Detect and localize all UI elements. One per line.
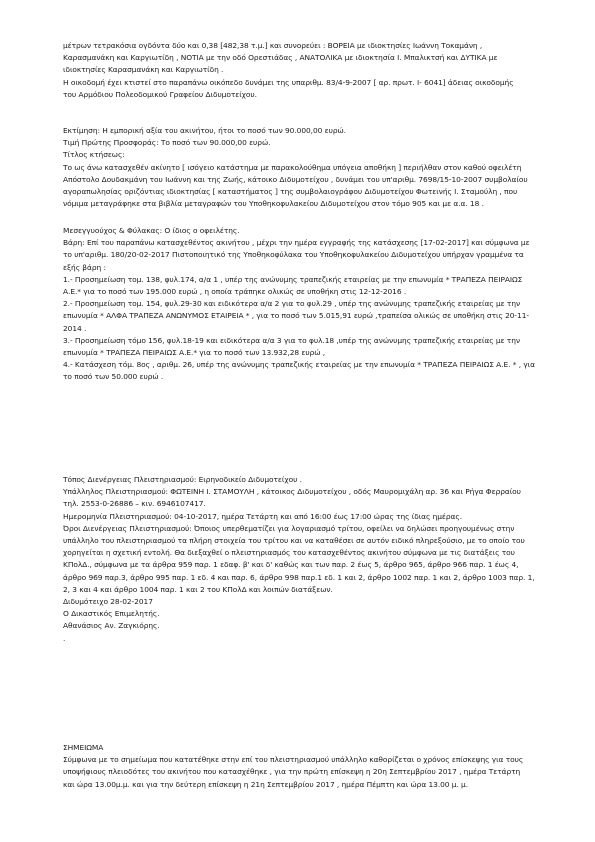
text-line: αγοραπωλησίας οριζόντιας ιδιοκτησίας [ καταστήματος ] της συμβολαιογράφου Διδυμοτείχου Φωτεινής Ι. Σταμούλη , που <box>63 187 518 197</box>
text-line: επωνυμία * ΑΛΦΑ ΤΡΑΠΕΖΑ ΑΝΩΝΥΜΟΣ ΕΤΑΙΡΕΙΑ * , για το ποσό των 5.015,91 ευρώ ,τραπείσα ολικώς σε υποθήκη στις 20-11- <box>63 311 529 321</box>
text-line: . <box>63 633 66 643</box>
text-line: Εκτίμηση: Η εμπορική αξία του ακινήτου, ήτοι το ποσό των 90.000,00 ευρώ. <box>63 126 346 135</box>
text-line: Υπάλληλος Πλειστηριασμού: ΦΩΤΕΙΝΗ Ι. ΣΤΑΜΟΥΛΗ , κάτοικος Διδυμοτείχου , οδός Μαυρομιχάλη αρ. 36 και Ρήγα Φερραίου <box>63 487 521 497</box>
text-line: 4.- Κατάσχεση τόμ. 8ος , αριθμ. 26, υπέρ της ανώνυμης τραπεζικής εταιρείας με την επωνυμία * ΤΡΑΠΕΖΑ ΠΕΙΡΑΙΩΣ Α.Ε. * , για <box>63 360 535 370</box>
text-line: Σύμφωνα με το σημείωμα που κατατέθηκε στην επί του πλειστηριασμού υπάλληλο καθορίζεται ο χρόνος επίσκεψης για τους <box>63 755 524 765</box>
text-line: Τιμή Πρώτης Προσφοράς: Το ποσό των 90.000,00 ευρώ. <box>63 138 271 148</box>
text-line: επωνυμία * ΤΡΑΠΕΖΑ ΠΕΙΡΑΙΩΣ Α.Ε.* για το ποσό των 13.932,28 ευρώ , <box>63 348 326 358</box>
text-line: τηλ. 2553-0-26886 – κιν. 6946107417. <box>63 499 206 509</box>
text-line: Μεσεγγυούχος & Φύλακας: Ο ίδιος ο οφειλέτης. <box>63 226 240 235</box>
text-line: Καρασμανάκη και Καργιωτίδη , ΝΟΤΙΑ με την οδό Ορεστιάδας , ΑΝΑΤΟΛΙΚΑ με ιδιοκτησία Ι. Μπαλικτσή και ΔΥΤΙΚΑ με <box>63 53 498 63</box>
auction-details <box>63 474 563 645</box>
text-line: εξής βάρη : <box>63 262 106 272</box>
text-line: Τόπος Διενέργειας Πλειστηριασμού: Ειρηνοδικείο Διδυμοτείχου . <box>63 475 302 484</box>
note-heading: ΣΗΜΕΙΩΜΑ <box>63 743 104 752</box>
text-line: 2, 3 και 4 και άρθρο 1004 παρ. 1 και 2 του ΚΠολΔ και λοιπών διατάξεων. <box>63 584 333 594</box>
text-line: Α.Ε.* για το ποσό των 195.000 ευρώ , η οποία τράπηκε ολικώς σε υποθήκη στις 12-12-2016 . <box>63 287 407 297</box>
text-line: υπάλληλο του πλειστηριασμού τα πλήρη στοιχεία του τρίτου και να καταθέσει σε αυτόν ειδικό πληρεξούσιο, με το οποίο του <box>63 536 525 546</box>
text-line: 1.- Προσημείωση τομ. 138, φυλ.174, α/α 1 , υπέρ της ανώνυμης τραπεζικής εταιρείας με την επωνυμία * ΤΡΑΠΕΖΑ ΠΕΙΡΑΙΩΣ <box>63 274 523 284</box>
text-line: Το ως άνω κατασχεθέν ακίνητο [ ισόγειο κατάστημα με παρακολούθημα υπόγεια αποθήκη ] περιήλθαν στον καθού οφειλέτη <box>63 162 522 172</box>
text-line: 3.- Προσημείωση τόμο 156, φυλ.18-19 και ειδικότερα α/α 3 για το φυλ.18 ,υπέρ της ανώνυμης τραπεζικής εταιρείας με την <box>63 335 520 345</box>
text-line: το υπ'αριθμ. 180/20-02-2017 Πιστοποιητικό της Υποθηκοφύλακα του Υποθηκοφυλακείου Διδυμοτείχου υπήρχαν γραμμένα τα <box>63 250 524 260</box>
text-line: Ημερομηνία Πλειστηριασμού: 04-10-2017, ημέρα Τετάρτη και από 16:00 έως 17:00 ώρας της ίδιας ημέρας. <box>63 511 463 521</box>
text-line: ΚΠολΔ., σύμφωνα με τα άρθρα 959 παρ. 1 εδαφ. β' και δ' καθώς και των παρ. 2 έως 5, άρθρο 965, άρθρο 966 παρ. 1 έως 4, <box>63 560 519 570</box>
text-line: Απόστολο Δουδακμάνη του Ιωάννη και της Ζωής, κάτοικο Διδυμοτείχου , δυνάμει του υπ'αριθμ. 7698/15-10-2007 συμβολαίου <box>63 174 528 184</box>
text-line: Τίτλος κτήσεως: <box>63 150 125 160</box>
text-line: Αθανάσιος Αν. Ζαγκιόρης. <box>63 621 160 631</box>
text-line: χορηγείται η σχετική εντολή. Θα διεξαχθεί ο πλειστηριασμός του κατασχεθέντος ακινήτου σύμφωνα με τις διατάξεις του <box>63 548 515 558</box>
text-line: νόμιμα μεταγράφηκε στα βιβλία μεταγραφών του Υποθηκοφυλακείου Διδυμοτείχου στον τόμο 905 και με α.α. 18 . <box>63 199 484 209</box>
text-line: Βάρη: Επί του παραπάνω κατασχεθέντος ακινήτου , μέχρι την ημέρα εγγραφής της κατάσχεσης [17-02-2017] και σύμφωνα με <box>63 238 530 248</box>
custodian-and-encumbrances <box>63 225 563 384</box>
property-description <box>63 40 563 101</box>
text-line: Όροι Διενέργειας Πλειστηριασμού: Όποιος υπερθεματίζει για λογαριασμό τρίτου, οφείλει να δηλώσει προηγουμένως στην <box>63 523 515 533</box>
text-line: Η οικοδομή έχει κτιστεί στο παραπάνω οικόπεδο δυνάμει της υπαριθμ. 83/4-9-2007 [ αρ. πρωτ. Ι- 6041] άδειας οικοδομής <box>63 77 514 87</box>
valuation-and-title <box>63 125 563 210</box>
text-line: 2.- Προσημείωση τομ. 154, φυλ.29-30 και ειδικότερα α/α 2 για το φυλ.29 , υπέρ της ανώνυμης τραπεζικής εταιρείας με την <box>63 299 521 309</box>
text-line: και ώρα 13.00μ.μ. και για την δεύτερη επίσκεψη η 21η Σεπτεμβρίου 2017 , ημέρα Πέμπτη και ώρα 13.00 μ. μ. <box>63 779 469 789</box>
text-line: ιδιοκτησίες Καρασμανάκη και Καργιωτίδη . <box>63 65 224 75</box>
text-line: του Αρμόδιου Πολεοδομικού Γραφείου Διδυμοτείχου. <box>63 89 257 99</box>
text-line: υποψήφιους πλειοδότες του ακινήτου που κατασχέθηκε , για την πρώτη επίσκεψη η 20η Σεπτεμβρίου 2017 , ημέρα Τετάρτη <box>63 767 521 777</box>
text-line: 2014 . <box>63 323 87 333</box>
text-line: Διδυμότειχο 28-02-2017 <box>63 597 153 607</box>
text-line: μέτρων τετρακόσια ογδόντα δύο και 0,38 [482,38 τ.μ.] και συνορεύει : ΒΟΡΕΙΑ με ιδιοκτησίες Ιωάννη Τοκαμάνη , <box>63 41 483 50</box>
visit-note <box>63 742 563 791</box>
text-line: Ο Δικαστικός Επιμελητής. <box>63 609 160 619</box>
text-line: το ποσό των 50.000 ευρώ . <box>63 372 164 382</box>
text-line: άρθρο 969 παρ.3, άρθρο 995 παρ. 1 εδ. 4 και παρ. 6, άρθρο 998 παρ.1 εδ. 1 και 2, άρθρο 1002 παρ. 1 και 2, άρθρο 1003 παρ. 1, <box>63 572 535 582</box>
